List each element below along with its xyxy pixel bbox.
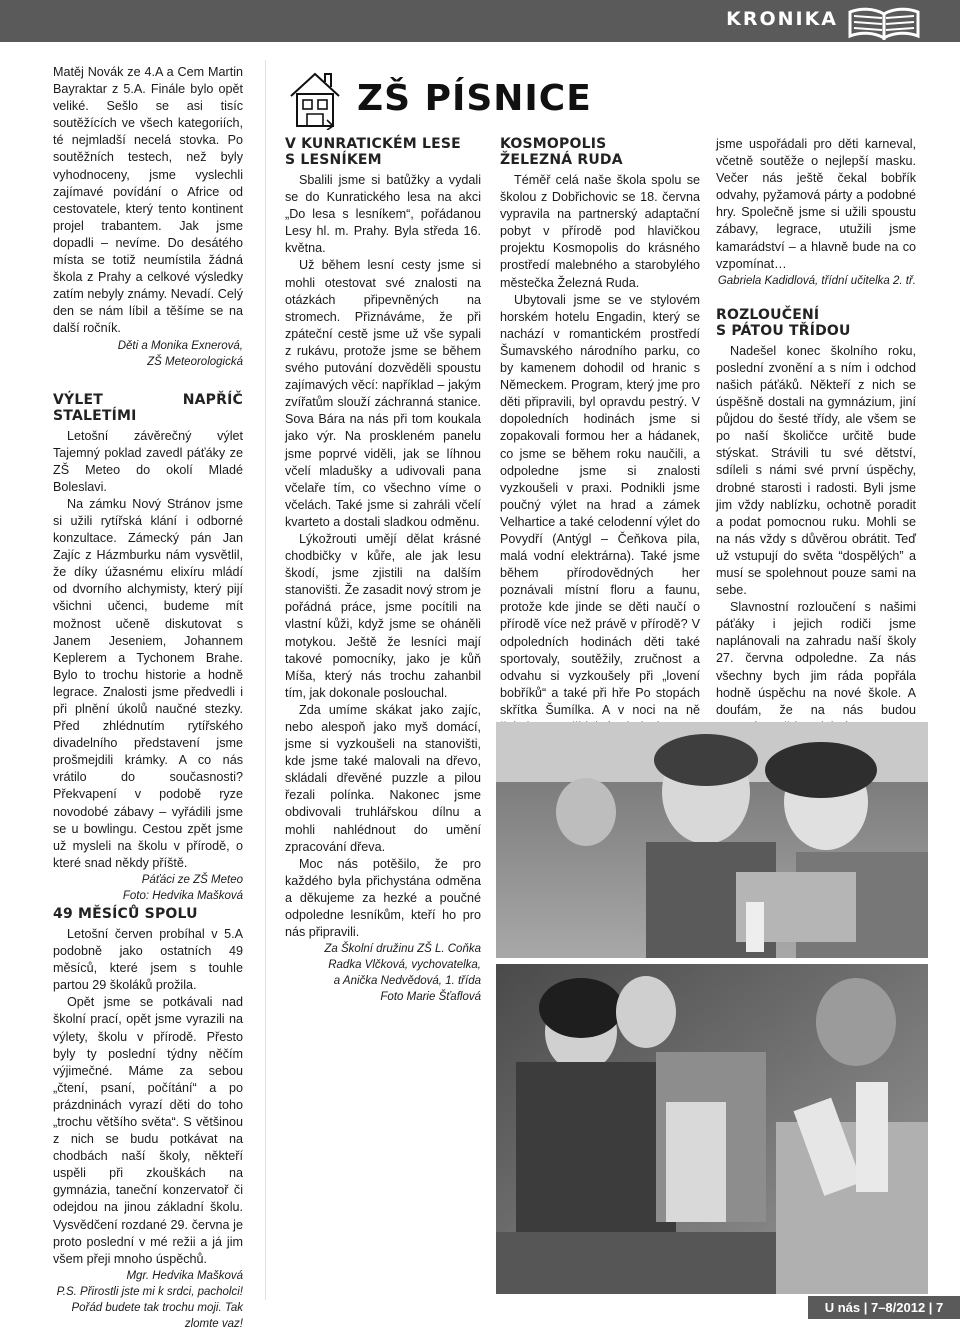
column-2	[285, 136, 481, 1005]
signature: Radka Vlčková, vychovatelka,	[328, 959, 481, 972]
paragraph: Už během lesní cesty jsme si mohli otestovat své znalosti na otázkách připevněných na stromech. Přiznáváme, že při zpáteční cestě jsme už vše sypali z rukávu, protože jsme se během svého putování dozvěděli spoustu zajímavých věcí: například – jakým zvířatům slouží záchranná stanice. Sova Bára na nás při tom koukala jako výr. Na proskleném panelu jsme poprvé viděli, jak se líhnou včelí mladušky a udivovali pana včelaře tím, co všechno víme o včelách. Také jsme si zahráli včelí kvarteto a dostali sladkou odměnu.	[285, 258, 481, 529]
paragraph: Letošní červen probíhal v 5.A podobně jako ostatních 49 měsíců, které jsem s touhle partou 29 školáků prožila.	[53, 926, 243, 993]
article-heading: ROZLOUČENÍ	[716, 306, 820, 323]
paragraph: Téměř celá naše škola spolu se školou z Dobřichovic se 18. června vypravila na partnerský adaptační pobyt v přírodě pod hlavičkou projektu Kosmopolis do krásného prostředí malebného a starobylého městečka Železná Ruda.	[500, 173, 700, 290]
article-heading: S PÁTOU TŘÍDOU	[716, 322, 851, 339]
paragraph: Ubytovali jsme se ve stylovém horském hotelu Engadin, který se nachází v romantickém prostředí Šumavského národního parku, co by kamenem dohodil od hranic s Německem. Program, který jme pro děti připravili, byl opravdu pestrý. V dopoledních hodinách jsme si zopakovali formou her a hádanek, co jsme se během roku naučili, a odpoledne jsme si znalosti vyzkoušeli v praxi. Podnikli jsme poučný výlet na hrad a zámek Velhartice a také celodenní výlet do Povydří (Antýgl – Čeňkova pila, malá vodní elektrárna). Také jsme během přírodovědných her poznávali místní floru a faunu, protože kde jinde se děti naučí o přírodě více než právě v přírodě? V odpoledních hodinách děti také sportovaly, soutěžily, zručnost a odvahu si vyzkoušely při „lovení bobříků“ a také při hře Po stopách skřítka Šumílka. A v noci na ně	[500, 292, 700, 717]
page-footer: U nás | 7–8/2012 | 7	[808, 1296, 960, 1319]
article-heading: 49 MĚSÍCŮ SPOLU	[53, 905, 198, 922]
paragraph: Sbalili jsme si batůžky a vydali se do Kunratického lesa na akci „Do lesa s lesníkem“, pořádanou Lesy hl. m. Prahy. Byla středa 16. května.	[285, 173, 481, 256]
paragraph: Na zámku Nový Stránov jsme si užili rytířská klání i odborné konzultace. Zámecký pán Jan Zajíc z Házmburku nám vysvětlil, že díky úžasnému elixíru mládí od dvorního alchymisty, který pijí všichni učenci, budeme mít možnost učeně diskutovat s Janem Jeseniem, Johannem Keplerem a Tychonem Brahe. Bylo to trochu historie a hodně legrace. Znalosti jsme předvedli i při plnění úkolů naučné stezky. Před zhlédnutím rytířského divadelního představení jsme prošmejdili krámky. A co nás vrátilo do současnosti? Překvapení v podobě ryze novodobé zábavy – vyřádili jsme se u bowlingu. Cestou zpět jsme už mysleli na školu v přírodě, o které snad někdy příště.	[53, 496, 243, 870]
signature: P.S. Přirostli jste mi k srdci, pacholci!	[56, 1285, 243, 1298]
paragraph: Opět jsme se potkávali nad školní prací, opět jsme vyrazili na výlety, školu v přírodě. Přesto byly ty poslední týdny něčím výjimečné. Máme za sebou „čtení, psaní, počítání“ a po prázdninách vyrazí děti do toho „trochu většího světa“. S většinou z nich se budu potkávat na chodbách naší školy, někteří uspěli při zkouškách na gymnázia, taneční konzervatoř či odejdou na jinou základní školu. Vysvědčení rozdané 29. června je proto poslední v mé režii a já jim všem přeji mnoho úspěchů.	[53, 995, 243, 1266]
article-heading: ŽELEZNÁ RUDA	[500, 152, 623, 168]
column-1	[53, 64, 243, 1332]
paragraph: Nadešel konec školního roku, poslední zvonění a s ním i odchod našich páťáků. Někteří z nich se úspěšně dostali na gymnázium, jiní půjdou do šesté třídy, ale všem se po naší školičce určitě bude stýskat. Strávili tu své dětství, sdíleli s námi své první úspěchy, drobné starosti i radosti. Byli jsme jim vždy nablízku, ochotně poradit a podat pomocnou ruku. Mohli se na nás vždy s důvěrou obrátit. Teď už vstupují do světa “dospělých” a musí se spolehnout pouze sami na sebe.	[716, 343, 916, 598]
article-heading: KOSMOPOLIS	[500, 136, 607, 152]
article-continuation: Matěj Novák ze 4.A a Cem Martin Bayraktar z 5.A. Finále bylo opět veliké. Sešlo se asi tisíc soutěžících ve všech kategoriích, té nejmladší necelá stovka. Po soutěžních testech, než byly vyhodnoceny, jsme vyslechli zajímavé povídání o Africe od cestovatele, který tento kontinent projel trabantem. Jak jsme dopadli – nevíme. Do desátého místa se totiž neumístila žádná škola z Prahy a celkové výsledky zatím nebyly známy. Nevadí. Celý den se nám líbil a těšíme se na další ročník.	[53, 65, 243, 336]
article-heading: V KUNRATICKÉM LESE	[285, 136, 461, 152]
masthead	[287, 68, 707, 132]
column-4	[716, 136, 916, 784]
signature: Pořád budete tak trochu moji. Tak	[71, 1301, 243, 1314]
section-title: KRONIKA	[726, 8, 838, 30]
article-heading: S LESNÍKEM	[285, 152, 382, 168]
paragraph: Slavnostní rozloučení s našimi páťáky i jejich rodiči jsme naplánovali na zahradu naší školy 27. června odpoledne. Za nás všechny bych jim ráda popřála hodně úspěchu na nové škole. A doufám, že na nás budou	[716, 600, 916, 717]
paragraph: Zda umíme skákat jako zajíc, nebo alespoň jako myš domácí, jsme si vyzkoušeli na stanovišti, kde jsme také malovali na dřevo, skládali dřevěné puzzle a pilou řezali polínka. Nakonec jsme obdivovali truhlářskou dílnu a mohli nahlédnout do umění zpracování dřeva.	[285, 702, 481, 854]
section-header-bar	[0, 0, 960, 42]
paragraph: Moc nás potěšilo, že pro každého byla přichystána odměna a děkujeme za hezké a poučné odpoledne lesníkům, kteří ho pro nás připravili.	[285, 856, 481, 940]
column-3	[500, 136, 700, 753]
signature: Gabriela Kadidlová, třídní učitelka 2. tř.	[717, 274, 916, 287]
paragraph: jsme uspořádali pro děti karneval, včetně soutěže o nejlepší masku. Večer nás ještě čekal bobřík odvahy, pyžamová párty a podobné hry. Společně jsme si užili spoustu zábavy, legrace, utužili jsme kamarádství – a hlavně bude na co vzpomínat…	[716, 137, 916, 271]
photo-collage	[496, 722, 928, 1294]
article-heading: VÝLET NAPŘÍČ STALETÍMI	[53, 391, 243, 424]
children-in-forest-photo	[496, 722, 928, 1294]
signature: Páťáci ze ZŠ Meteo	[141, 873, 243, 886]
photo-credit: Foto: Hedvika Mašková	[122, 889, 243, 902]
signature: Děti a Monika Exnerová,	[117, 339, 243, 352]
signature: Za Školní družinu ZŠ L. Coňka	[324, 943, 481, 956]
signature: Mgr. Hedvika Mašková	[126, 1269, 243, 1282]
signature: a Anička Nedvědová, 1. třída	[333, 975, 481, 988]
masthead-title: ZŠ PÍSNICE	[357, 78, 592, 119]
school-house-icon	[287, 70, 343, 135]
signature: zlomte vaz!	[184, 1317, 243, 1330]
column-divider	[265, 60, 266, 1300]
photo-credit: Foto Marie Šťaflová	[380, 991, 481, 1004]
paragraph: Letošní závěrečný výlet Tajemný poklad zavedl páťáky ze ZŠ Meteo do okolí Mladé Boleslavi.	[53, 428, 243, 494]
open-book-icon	[846, 4, 922, 45]
signature: ZŠ Meteorologická	[147, 355, 243, 368]
paragraph: Lýkožrouti umějí dělat krásné chodbičky v kůře, ale jak lesu škodí, jsme zjistili na dalším stanovišti. Že zasadit nový strom je pořádná práce, jsme pocítili na vlastní kůži, když jsme se oháněli motykou. Ještě že lesníci mají takové pomocníky, jako je kůň Míša, který nás trochu zahanbil tím, jak dokonale poslouchal.	[285, 531, 481, 700]
